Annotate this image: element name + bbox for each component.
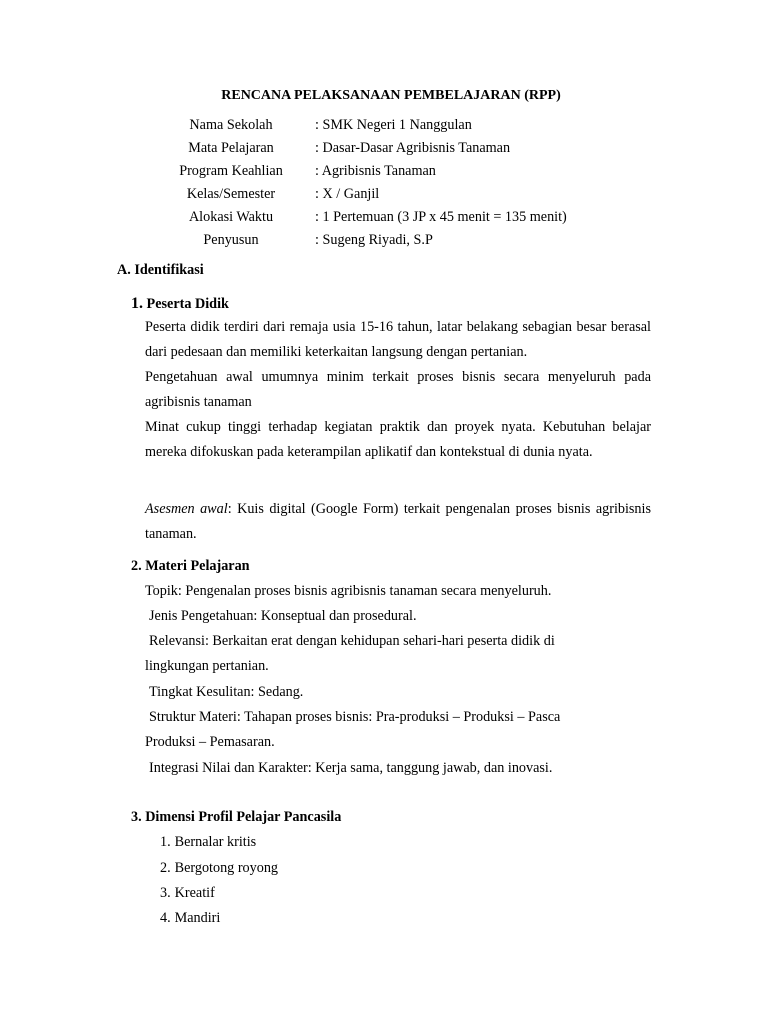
list-item bbox=[160, 885, 215, 902]
info-value: : X / Ganjil bbox=[315, 186, 380, 202]
list-item-text: Bernalar kritis bbox=[174, 834, 257, 850]
materi-integrasi: Integrasi Nilai dan Karakter: Kerja sama, tanggung jawab, dan inovasi. bbox=[149, 760, 553, 776]
list-item bbox=[160, 860, 278, 877]
list-item-number: 3. bbox=[160, 885, 171, 901]
info-label: Nama Sekolah bbox=[189, 117, 273, 133]
dimensi-heading: 3. Dimensi Profil Pelajar Pancasila bbox=[131, 809, 342, 825]
list-item-number: 1. bbox=[160, 834, 171, 850]
peserta-didik-paragraph-2: Pengetahuan awal umumnya minim terkait proses bisnis secara menyeluruh pada agribisnis tanaman bbox=[145, 369, 651, 411]
info-row-mata-pelajaran bbox=[0, 140, 768, 160]
info-value: : Dasar-Dasar Agribisnis Tanaman bbox=[315, 140, 511, 156]
materi-relevansi-line-2: lingkungan pertanian. bbox=[145, 658, 269, 674]
document-title: RENCANA PELAKSANAAN PEMBELAJARAN (RPP) bbox=[221, 88, 561, 103]
info-label: Kelas/Semester bbox=[186, 186, 276, 202]
info-row-kelas-semester bbox=[0, 186, 768, 206]
info-label: Alokasi Waktu bbox=[188, 209, 274, 225]
info-value: : Agribisnis Tanaman bbox=[315, 163, 436, 179]
info-label: Program Keahlian bbox=[179, 163, 283, 179]
info-value: : Sugeng Riyadi, S.P bbox=[315, 232, 433, 248]
info-row-alokasi-waktu bbox=[0, 209, 768, 229]
asesmen-awal-label: Asesmen awal bbox=[145, 501, 228, 517]
materi-jenis: Jenis Pengetahuan: Konseptual dan prosedural. bbox=[149, 608, 417, 624]
materi-struktur-line-2: Produksi – Pemasaran. bbox=[145, 734, 275, 750]
list-item-number: 4. bbox=[160, 910, 171, 926]
info-row-penyusun bbox=[0, 232, 768, 252]
info-label: Mata Pelajaran bbox=[188, 140, 274, 156]
list-item bbox=[160, 910, 220, 927]
materi-tingkat: Tingkat Kesulitan: Sedang. bbox=[149, 684, 304, 700]
info-row-nama-sekolah bbox=[0, 117, 768, 137]
peserta-didik-number: 1. bbox=[131, 295, 143, 312]
peserta-didik-heading bbox=[131, 295, 229, 313]
info-value: : SMK Negeri 1 Nanggulan bbox=[315, 117, 472, 133]
list-item-text: Bergotong royong bbox=[174, 860, 279, 876]
info-value: : 1 Pertemuan (3 JP x 45 menit = 135 menit) bbox=[315, 209, 567, 225]
materi-heading: 2. Materi Pelajaran bbox=[131, 558, 250, 574]
asesmen-awal-text: : Kuis digital (Google Form) terkait pengenalan proses bisnis agribisnis tanaman. bbox=[145, 501, 651, 543]
materi-relevansi-line-1: Relevansi: Berkaitan erat dengan kehidupan sehari-hari peserta didik di bbox=[149, 633, 555, 649]
peserta-didik-paragraph-3: Minat cukup tinggi terhadap kegiatan praktik dan proyek nyata. Kebutuhan belajar mereka difokuskan pada keterampilan aplikatif dan kontekstual di dunia nyata. bbox=[145, 419, 651, 461]
list-item-number: 2. bbox=[160, 860, 171, 876]
list-item bbox=[160, 834, 256, 851]
info-label: Penyusun bbox=[203, 232, 259, 248]
info-row-program-keahlian bbox=[0, 163, 768, 183]
materi-struktur-line-1: Struktur Materi: Tahapan proses bisnis: Pra-produksi – Produksi – Pasca bbox=[149, 709, 561, 725]
asesmen-awal-paragraph bbox=[145, 497, 651, 548]
section-a-heading: A. Identifikasi bbox=[117, 262, 204, 278]
peserta-didik-paragraph-1: Peserta didik terdiri dari remaja usia 15-16 tahun, latar belakang sebagian besar berasal dari pedesaan dan memiliki keterkaitan langsung dengan pertanian. bbox=[145, 319, 651, 361]
list-item-text: Kreatif bbox=[174, 885, 215, 901]
materi-topik: Topik: Pengenalan proses bisnis agribisnis tanaman secara menyeluruh. bbox=[145, 583, 552, 599]
peserta-didik-title: Peserta Didik bbox=[146, 296, 229, 312]
list-item-text: Mandiri bbox=[174, 910, 221, 926]
